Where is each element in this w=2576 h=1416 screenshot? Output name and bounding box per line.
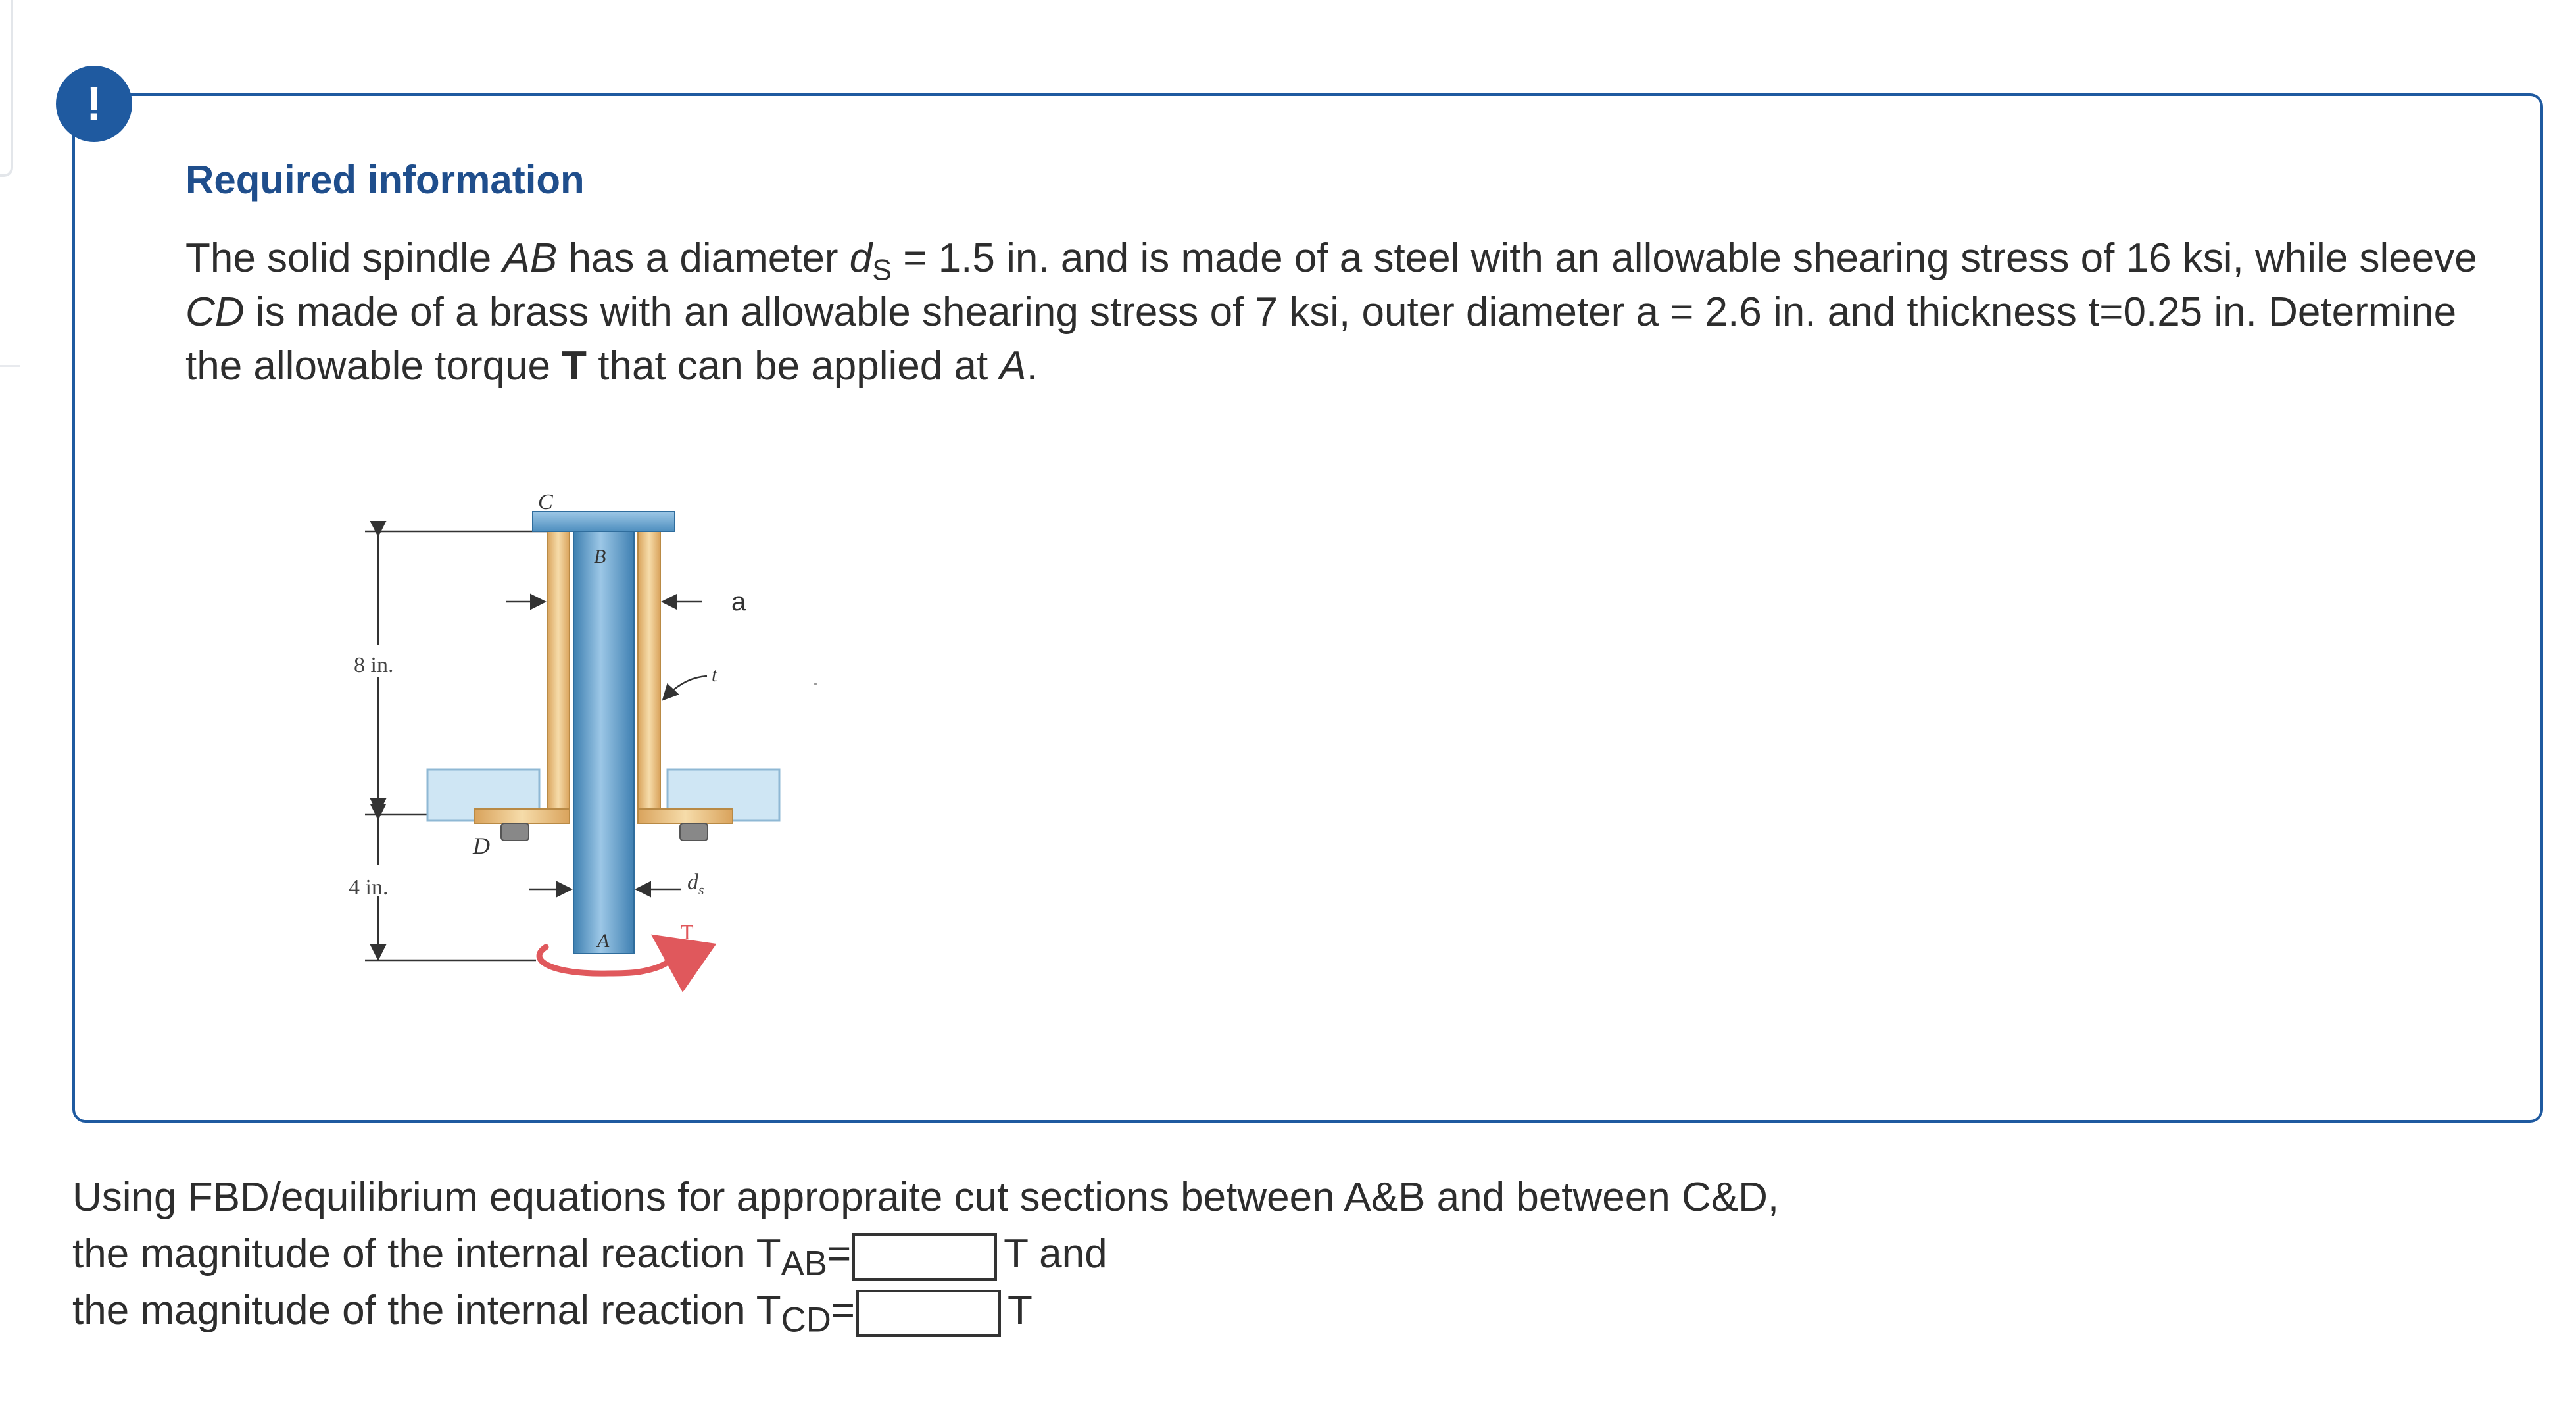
sleeve-left-wall bbox=[547, 526, 570, 821]
card-title: Required information bbox=[185, 158, 585, 202]
spindle-shaft bbox=[573, 526, 634, 954]
bolt-right bbox=[680, 823, 708, 841]
dim-8in-label: 8 in. bbox=[354, 653, 394, 677]
alert-icon-glyph: ! bbox=[86, 78, 102, 130]
dim-a-label: a bbox=[731, 587, 746, 616]
problem-statement: The solid spindle AB has a diameter $d_S = 1.5$ in. and is made of a steel with an allowable shearing stress of 16 ksi, while sleeve CD is made of a brass with an allowable shearing stress of 7 ksi, outer diameter a = 2.6 in. and thickness t=0.25 in. Determine the allowable torque T that can be applied at A. bbox=[185, 235, 2477, 389]
dim-t-leader bbox=[664, 676, 707, 698]
point-d-label: D bbox=[473, 833, 490, 859]
sleeve-flange-left bbox=[475, 809, 570, 823]
tcd-answer-input[interactable] bbox=[856, 1290, 1001, 1337]
dim-t-label: t bbox=[712, 664, 717, 686]
spindle-diagram bbox=[329, 487, 855, 1000]
point-c-label: C bbox=[538, 490, 553, 514]
torque-label: T bbox=[681, 920, 694, 944]
torque-arrow-base bbox=[608, 972, 638, 973]
question-block bbox=[72, 1169, 2045, 1339]
spindle-sleeve-figure bbox=[329, 487, 855, 1000]
alert-icon bbox=[56, 66, 132, 142]
sleeve-right-wall bbox=[638, 526, 660, 821]
question-line-1: Using FBD/equilibrium equations for appropraite cut sections between A&B and between C&D, bbox=[72, 1175, 1780, 1220]
dim-ds-label: $d_s$ bbox=[687, 870, 704, 898]
dim-4in-label: 4 in. bbox=[349, 875, 389, 900]
stray-dot bbox=[814, 683, 817, 685]
question-line-3: the magnitude of the internal reaction $T_{CD}= T$ bbox=[72, 1288, 1033, 1340]
point-b-label: B bbox=[594, 546, 606, 568]
left-panel-edge bbox=[0, 0, 13, 177]
sleeve-flange-right bbox=[638, 809, 733, 823]
question-line-2: the magnitude of the internal reaction $T_{AB}= T$ and bbox=[72, 1231, 1107, 1283]
point-a-label: A bbox=[597, 930, 610, 952]
left-panel-divider bbox=[0, 365, 20, 367]
spindle-cap bbox=[533, 512, 675, 531]
tab-answer-input[interactable] bbox=[852, 1233, 997, 1281]
bolt-left bbox=[501, 823, 529, 841]
